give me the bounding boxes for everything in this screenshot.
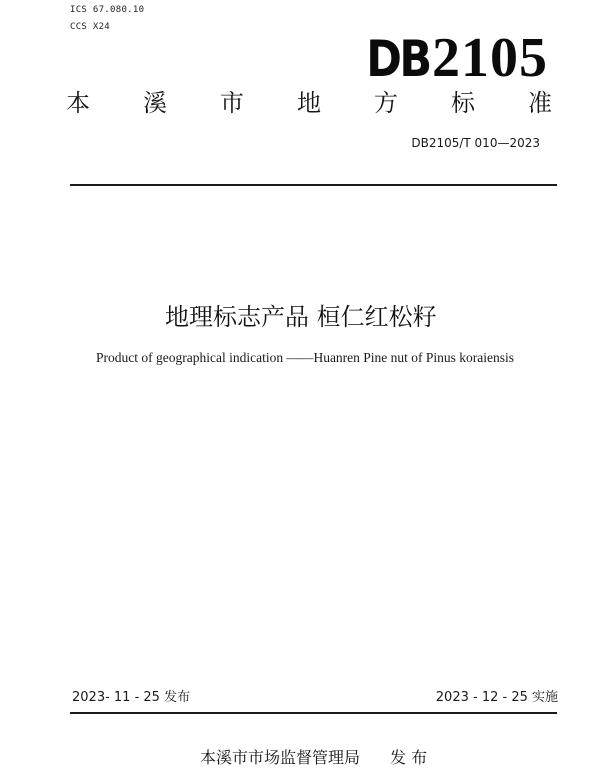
ics-code: ICS 67.080.10 bbox=[70, 5, 145, 15]
issuer-name: 本溪市市场监督管理局 bbox=[200, 748, 361, 767]
standard-mark bbox=[356, 27, 548, 89]
issuing-authority bbox=[200, 749, 427, 767]
standard-type-char: 方 bbox=[374, 89, 398, 117]
ccs-code: CCS X24 bbox=[70, 22, 111, 32]
standard-type-char: 溪 bbox=[143, 89, 167, 117]
standard-type-heading bbox=[66, 89, 552, 117]
header-divider bbox=[70, 184, 557, 186]
standard-type-char: 市 bbox=[220, 89, 244, 117]
standard-type-char: 地 bbox=[297, 89, 321, 117]
standard-mark-code: 2105 bbox=[432, 27, 548, 89]
standard-type-char: 准 bbox=[528, 89, 552, 117]
issuer-action: 发 布 bbox=[390, 748, 428, 767]
standard-type-char: 本 bbox=[66, 89, 90, 117]
standard-number: DB2105/T 010—2023 bbox=[411, 136, 540, 150]
footer-divider bbox=[70, 712, 557, 714]
document-title-chinese: 地理标志产品 桓仁红松籽 bbox=[165, 303, 437, 331]
document-title-english: Product of geographical indication ——Huanren Pine nut of Pinus koraiensis bbox=[96, 350, 515, 365]
standard-type-char: 标 bbox=[451, 89, 475, 117]
implementation-date: 2023 - 12 - 25 实施 bbox=[435, 690, 558, 705]
standard-mark-prefix: DB bbox=[366, 30, 430, 88]
issue-date: 2023- 11 - 25 发布 bbox=[72, 690, 191, 705]
